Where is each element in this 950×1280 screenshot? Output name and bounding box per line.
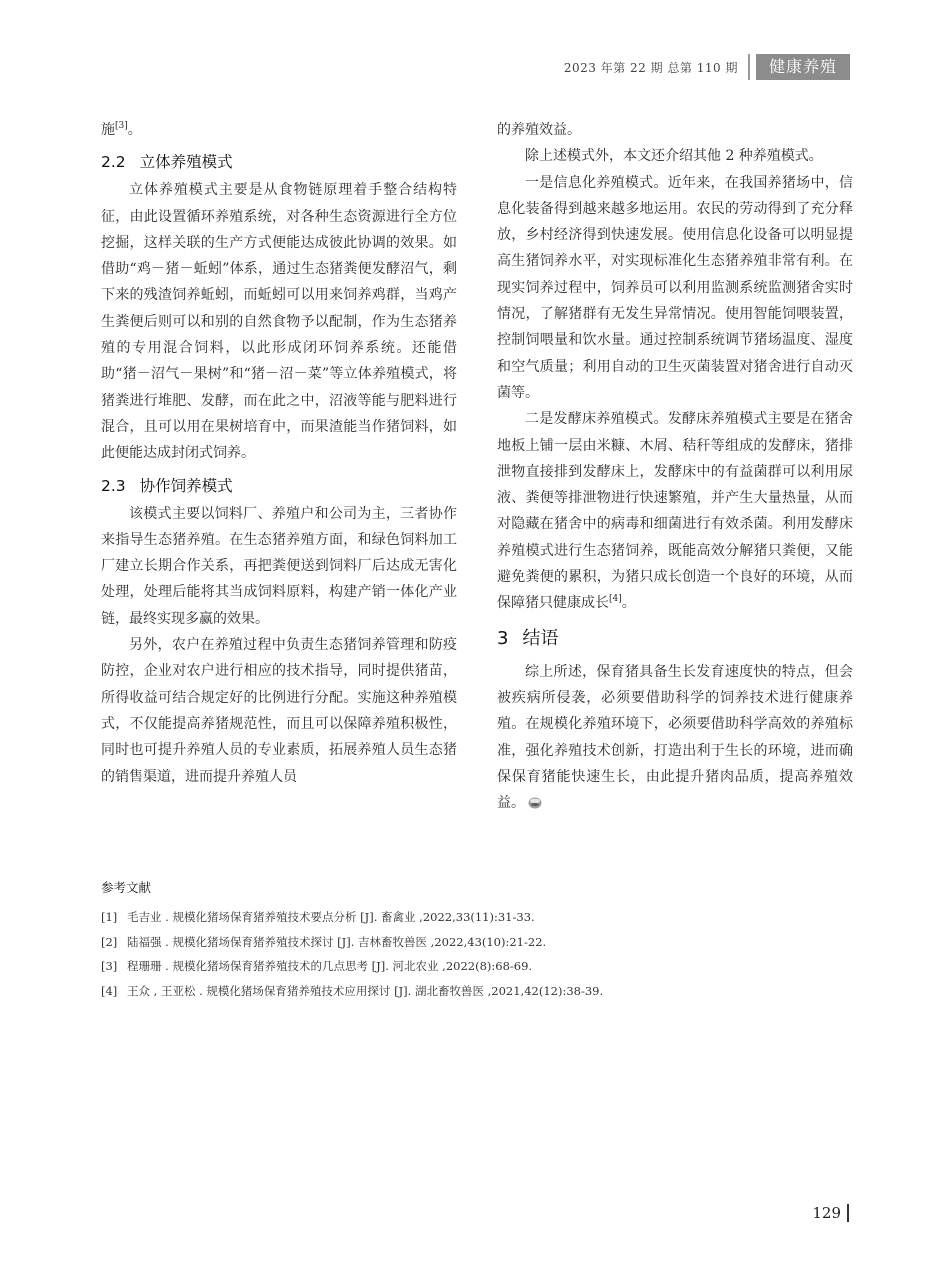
citation-4: [4] (609, 594, 622, 605)
reference-item: [2] 陆福强 . 规模化猪场保育猪养殖技术探讨 [J]. 吉林畜牧兽医 ,2022,43(10):21-22. (101, 934, 547, 949)
paragraph: 另外，农户在养殖过程中负责生态猪饲养管理和防疫防控，企业对农户进行相应的技术指导，同时提供猪苗，所得收益可结合规定好的比例进行分配。实施这种养殖模式，不仅能提高养猪规范性，而且可以保障养殖积极性，同时也可提升养殖人员的专业素质，拓展养殖人员生态猪的销售渠道，进而提升养殖人员 (101, 637, 457, 785)
citation-3: [3] (115, 121, 128, 131)
header-divider (748, 54, 750, 80)
end-mark-icon (528, 797, 542, 809)
right-column (497, 117, 853, 816)
issue-info: 2023 年第 22 期 总第 110 期 (563, 60, 738, 75)
continued-paragraph: 的养殖效益。 (497, 122, 581, 138)
paragraph: 综上所述，保育猪具备生长发育速度快的特点，但会被疾病所侵袭，必须要借助科学的饲养技术进行健康养殖。在规模化养殖环境下，必须要借助科学高效的养殖标准，强化养殖技术创新，打造出利于生长的环境，进而确保保育猪能快速生长，由此提升猪肉品质，提高养殖效益。 (497, 663, 853, 812)
section-tag: 健康养殖 (756, 54, 850, 80)
page-header (564, 54, 850, 80)
paragraph: 该模式主要以饲料厂、养殖户和公司为主，三者协作来指导生态猪养殖。在生态猪养殖方面，和绿色饲料加工厂建立长期合作关系，再把粪便送到饲料厂后达成无害化处理，处理后能将其当成饲料原料，构建产销一体化产业链，最终实现多赢的效果。 (101, 505, 457, 627)
page-footer (812, 1200, 849, 1226)
paragraph: 二是发酵床养殖模式。发酵床养殖模式主要是在猪舍地板上铺一层由米糠、木屑、秸秆等组成的发酵床，猪排泄物直接排到发酵床上，发酵床中的有益菌群可以利用尿液、粪便等排泄物进行快速繁殖，并产生大量热量，从而对隐藏在猪舍中的病毒和细菌进行有效杀菌。利用发酵床养殖模式进行生态猪饲养，既能高效分解猪只粪便，又能避免粪便的累积，为猪只成长创造一个良好的环境，从而保障猪只健康成长[4]。 (497, 411, 853, 612)
page-number: 129 (812, 1204, 841, 1222)
reference-item: [1] 毛吉业 . 规模化猪场保育猪养殖技术要点分析 [J]. 畜禽业 ,2022,33(11):31-33. (101, 910, 535, 924)
paragraph: 立体养殖模式主要是从食物链原理着手整合结构特征，由此设置循环养殖系统，对各种生态资源进行全方位挖掘，这样关联的生产方式便能达成彼此协调的效果。如借助“鸡－猪－蚯蚓”体系，通过生态猪粪便发酵沼气，剩下来的残渣饲养蚯蚓，而蚯蚓可以用来饲养鸡群，当鸡产生粪便后则可以和别的自然食物予以配制，作为生态猪养殖的专用混合饲料，以此形成闭环饲养系统。还能借助“猪－沼气－果树”和“猪－沼－菜”等立体养殖模式，将猪粪进行堆肥、发酵，而在此之中，沼液等能与肥料进行混合，且可以用在果树培育中，而果渣能当作猪饲料，如此便能达成封闭式饲养。 (101, 182, 457, 462)
reference-item: [3] 程珊珊 . 规模化猪场保育猪养殖技术的几点思考 [J]. 河北农业 ,2022(8):68-69. (101, 959, 533, 974)
section-heading-3: 3 结语 (497, 627, 559, 649)
references (101, 878, 861, 1004)
paragraph: 除上述模式外，本文还介绍其他 2 种养殖模式。 (525, 148, 823, 165)
paragraph: 一是信息化养殖模式。近年来，在我国养猪场中，信息化装备得到越来越多地运用。农民的劳动得到了充分释放，乡村经济得到快速发展。使用信息化设备可以明显提高生猪饲养水平，对实现标准化生态猪养殖非常有利。在现实饲养过程中，饲养员可以利用监测系统监测猪舍实时情况，了解猪群有无发生异常情况。使用智能饲喂装置，控制饲喂量和饮水量。通过控制系统调节猪场温度、湿度和空气质量；利用自动的卫生灭菌装置对猪舍进行自动灭菌等。 (497, 174, 853, 401)
left-column (101, 117, 457, 790)
references-title: 参考文献 (101, 880, 152, 895)
section-heading-2-3: 2.3 协作饲养模式 (101, 476, 233, 495)
section-heading-2-2: 2.2 立体养殖模式 (101, 153, 233, 172)
reference-item: [4] 王众 , 王亚松 . 规模化猪场保育猪养殖技术应用探讨 [J]. 湖北畜牧兽医 ,2021,42(12):38-39. (101, 984, 604, 999)
footer-divider (847, 1204, 849, 1222)
continued-paragraph: 施[3]。 (101, 121, 142, 138)
